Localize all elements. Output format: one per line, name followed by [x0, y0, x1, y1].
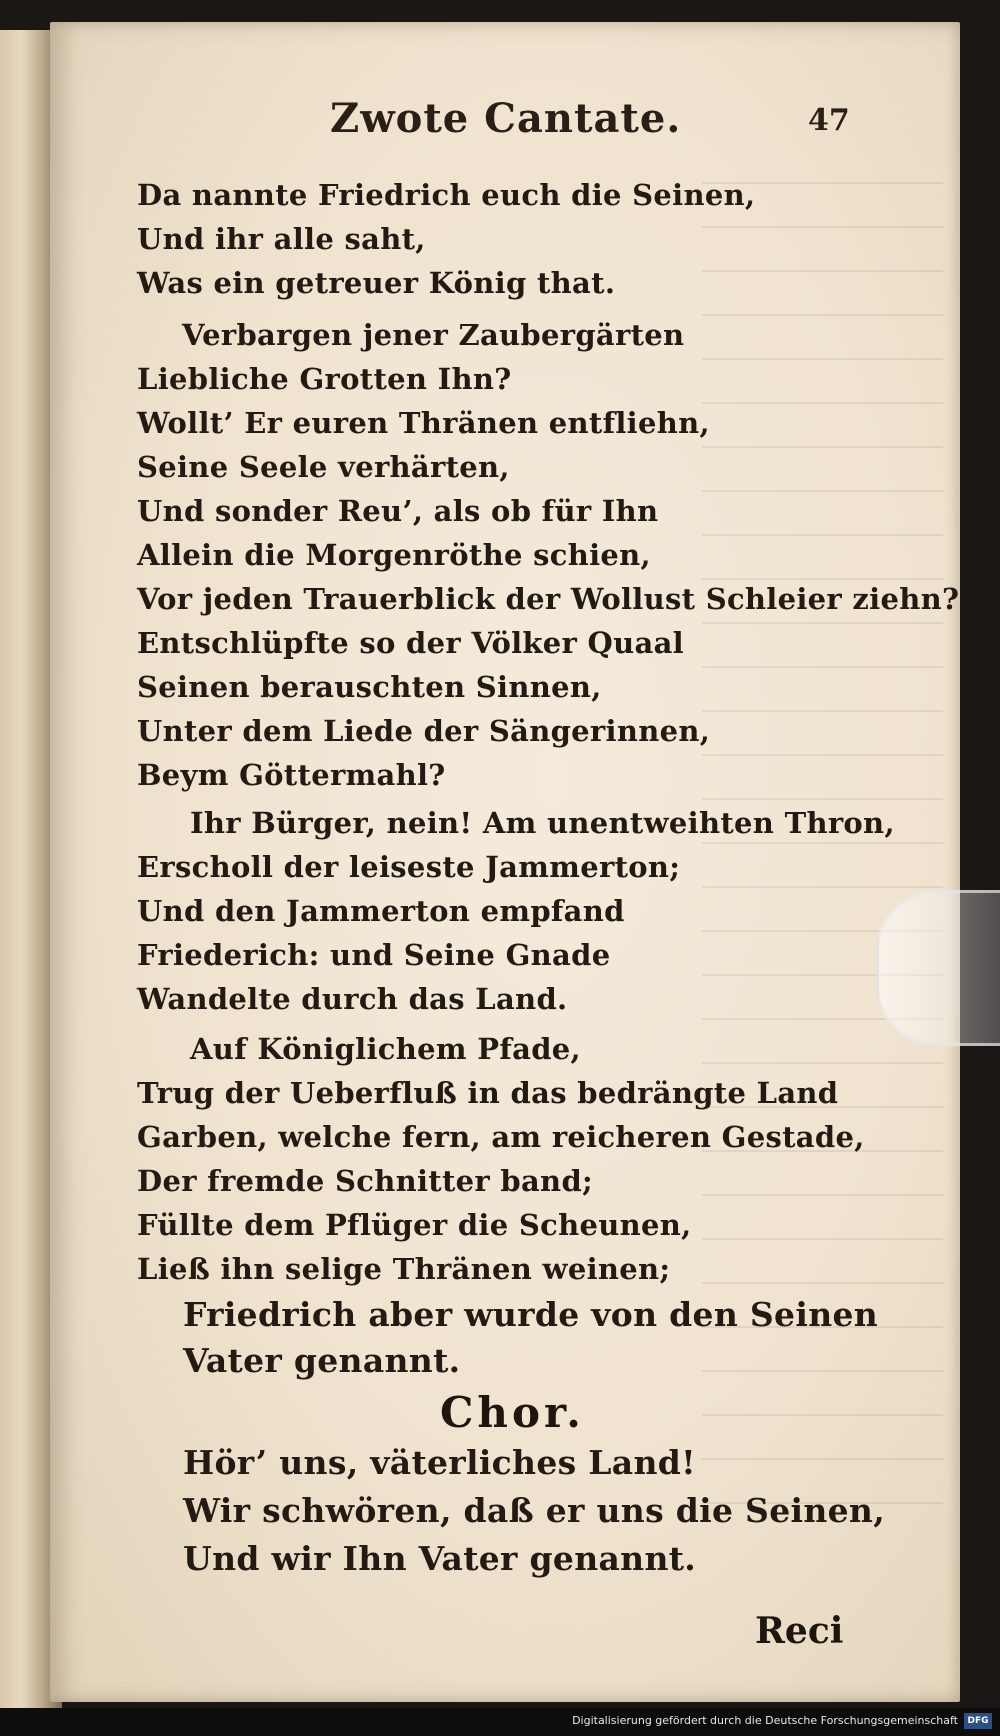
- poem-line: Wollt’ Er euren Thränen entfliehn,: [137, 406, 710, 440]
- chorus-heading: Chor.: [440, 1388, 585, 1437]
- running-head: Zwote Cantate.: [330, 95, 682, 142]
- poem-line: Was ein getreuer König that.: [137, 266, 616, 300]
- poem-line: Der fremde Schnitter band;: [137, 1164, 594, 1198]
- poem-line: Garben, welche fern, am reicheren Gestade,: [137, 1120, 865, 1154]
- poem-line: Verbargen jener Zaubergärten: [182, 318, 685, 352]
- poem-line: Seine Seele verhärten,: [137, 450, 510, 484]
- chorus-line: Hör’ uns, väterliches Land!: [183, 1443, 696, 1482]
- poem-line: Und ihr alle saht,: [137, 222, 426, 256]
- poem-line: Da nannte Friedrich euch die Seinen,: [137, 178, 756, 212]
- poem-line-emphasis: Friedrich aber wurde von den Seinen: [183, 1295, 879, 1334]
- poem-line: Auf Königlichem Pfade,: [190, 1032, 581, 1066]
- chorus-line: Wir schwören, daß er uns die Seinen,: [183, 1491, 885, 1530]
- poem-line-emphasis: Vater genannt.: [183, 1341, 461, 1380]
- poem-line: Friederich: und Seine Gnade: [137, 938, 611, 972]
- poem-line: Beym Göttermahl?: [137, 758, 446, 792]
- funding-credit: Digitalisierung gefördert durch die Deutsche Forschungsgemeinschaft: [572, 1714, 958, 1727]
- catchword: Reci: [755, 1610, 844, 1652]
- poem-line: Füllte dem Pflüger die Scheunen,: [137, 1208, 692, 1242]
- poem-line: Vor jeden Trauerblick der Wollust Schleier ziehn?: [137, 582, 960, 616]
- chorus-line: Und wir Ihn Vater genannt.: [183, 1539, 697, 1578]
- poem-line: Entschlüpfte so der Völker Quaal: [137, 626, 684, 660]
- poem-line: Trug der Ueberfluß in das bedrängte Land: [137, 1076, 839, 1110]
- poem-line: Und den Jammerton empfand: [137, 894, 625, 928]
- poem-line: Seinen berauschten Sinnen,: [137, 670, 602, 704]
- digitization-footer: [0, 1708, 1000, 1736]
- poem-line: Allein die Morgenröthe schien,: [137, 538, 651, 572]
- poem-line: Und sonder Reu’, als ob für Ihn: [137, 494, 659, 528]
- poem-line: Liebliche Grotten Ihn?: [137, 362, 512, 396]
- page-number: 47: [808, 103, 850, 138]
- poem-line: Unter dem Liede der Sängerinnen,: [137, 714, 711, 748]
- poem-line: Ließ ihn selige Thränen weinen;: [137, 1252, 671, 1286]
- poem-line: Erscholl der leiseste Jammerton;: [137, 850, 681, 884]
- poem-line: Wandelte durch das Land.: [137, 982, 568, 1016]
- poem-line: Ihr Bürger, nein! Am unentweihten Thron,: [190, 806, 895, 840]
- dfg-logo-icon: DFG: [964, 1713, 992, 1729]
